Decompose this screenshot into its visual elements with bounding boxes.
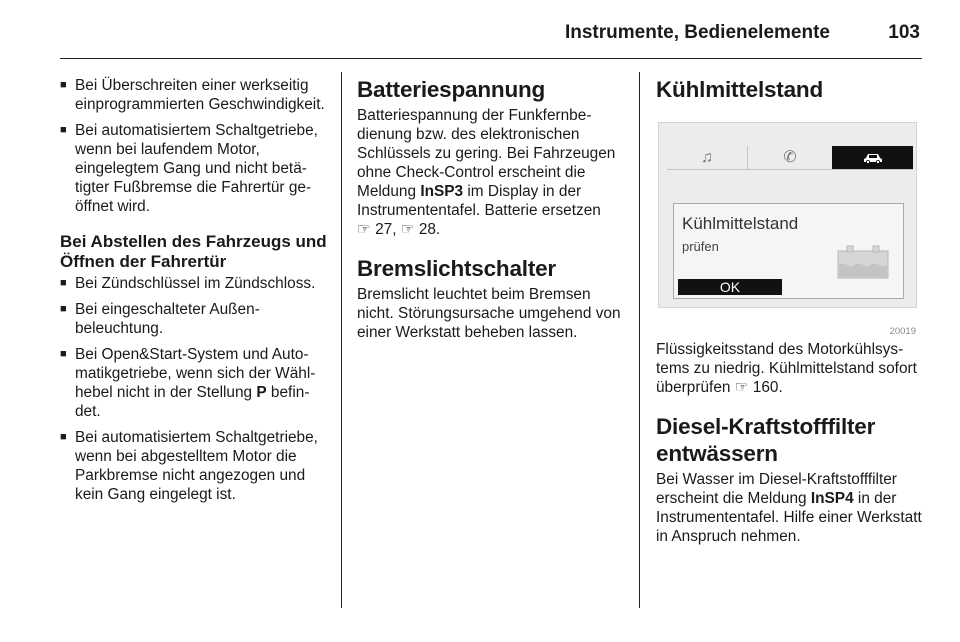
column-3	[656, 76, 922, 546]
paragraph: Bremslicht leuchtet beim Bremsen nicht. Störungsursache umgehend von einer Werkstatt beheben lassen.	[357, 286, 621, 341]
section-heading: Kühlmittelstand	[656, 77, 824, 102]
column-2	[357, 76, 623, 342]
paragraph: Flüssigkeitsstand des Motorkühlsystems zu niedrig. Kühlmittelstand sofort überprüfen ☞ 160.	[656, 341, 917, 396]
bullet-icon: ■	[60, 79, 67, 91]
coolant-reservoir-icon	[837, 245, 889, 279]
page-reference: ☞ 27, ☞ 28.	[357, 221, 441, 238]
list-item: ■ Bei automatisiertem Schaltgetriebe, wenn bei abgestelltem Motor die Parkbremse nicht angezogen und kein Gang eingelegt ist.	[60, 429, 318, 503]
display-screen	[658, 122, 917, 308]
ok-button[interactable]: OK	[678, 279, 782, 295]
list-item: ■ Bei Open&Start-System und Automatikgetriebe, wenn sich der Wählhebel nicht in der Stellung P befindet.	[60, 346, 316, 420]
bullet-icon: ■	[60, 277, 67, 289]
list-item: ■ Bei automatisiertem Schaltgetriebe, wenn bei laufendem Motor, eingelegtem Gang und nicht betätigter Fußbremse die Fahrertür geöffnet wird.	[60, 122, 318, 215]
bullet-icon: ■	[60, 124, 67, 136]
display-tab-bar	[667, 146, 913, 170]
bullet-icon: ■	[60, 303, 67, 315]
message-title: Kühlmittelstand	[682, 214, 799, 233]
page-header	[60, 18, 922, 59]
music-note-icon: ♫	[701, 149, 713, 166]
column-1	[60, 76, 328, 511]
bullet-icon: ■	[60, 431, 67, 443]
header-title: Instrumente, Bedienelemente	[564, 22, 830, 43]
display-figure	[656, 122, 918, 340]
list-item: ■ Bei Zündschlüssel im Zündschloss.	[60, 275, 316, 292]
bullet-icon: ■	[60, 348, 67, 360]
page-number: 103	[888, 22, 920, 43]
message-subtitle: prüfen	[682, 239, 719, 254]
section-heading: Diesel-Kraftstofffilter entwässern	[656, 414, 876, 466]
section-heading: Batteriespannung	[357, 77, 546, 102]
section-heading: Bei Abstellen des Fahrzeugs und Öffnen der Fahrertür	[60, 232, 327, 271]
paragraph: Bei Wasser im Diesel-Kraftstofffilter erscheint die Meldung InSP4 in der Instrumententafel. Hilfe einer Werkstatt in Anspruch nehmen.	[656, 471, 922, 545]
column-divider	[639, 72, 640, 608]
bullet-list-b	[60, 274, 328, 504]
figure-code: 20019	[889, 326, 916, 337]
list-item: ■ Bei eingeschalteter Außenbeleuchtung.	[60, 301, 260, 337]
message-box	[673, 203, 904, 299]
phone-icon: ✆	[747, 146, 833, 169]
section-heading: Bremslichtschalter	[357, 256, 556, 281]
paragraph: Batteriespannung der Funkfernbedienung bzw. des elektronischen Schlüssels zu gering. Bei Fahrzeugen ohne Check-Control erscheint die Meldung InSP3 im Display in der Instrumententafel. Batterie ersetzen ☞ 27, ☞ 28.	[357, 107, 616, 238]
column-divider	[341, 72, 342, 608]
list-item: ■ Bei Überschreiten einer werkseitig einprogrammierten Geschwindigkeit.	[60, 77, 325, 113]
car-icon	[832, 146, 913, 169]
bullet-list-a	[60, 76, 328, 216]
